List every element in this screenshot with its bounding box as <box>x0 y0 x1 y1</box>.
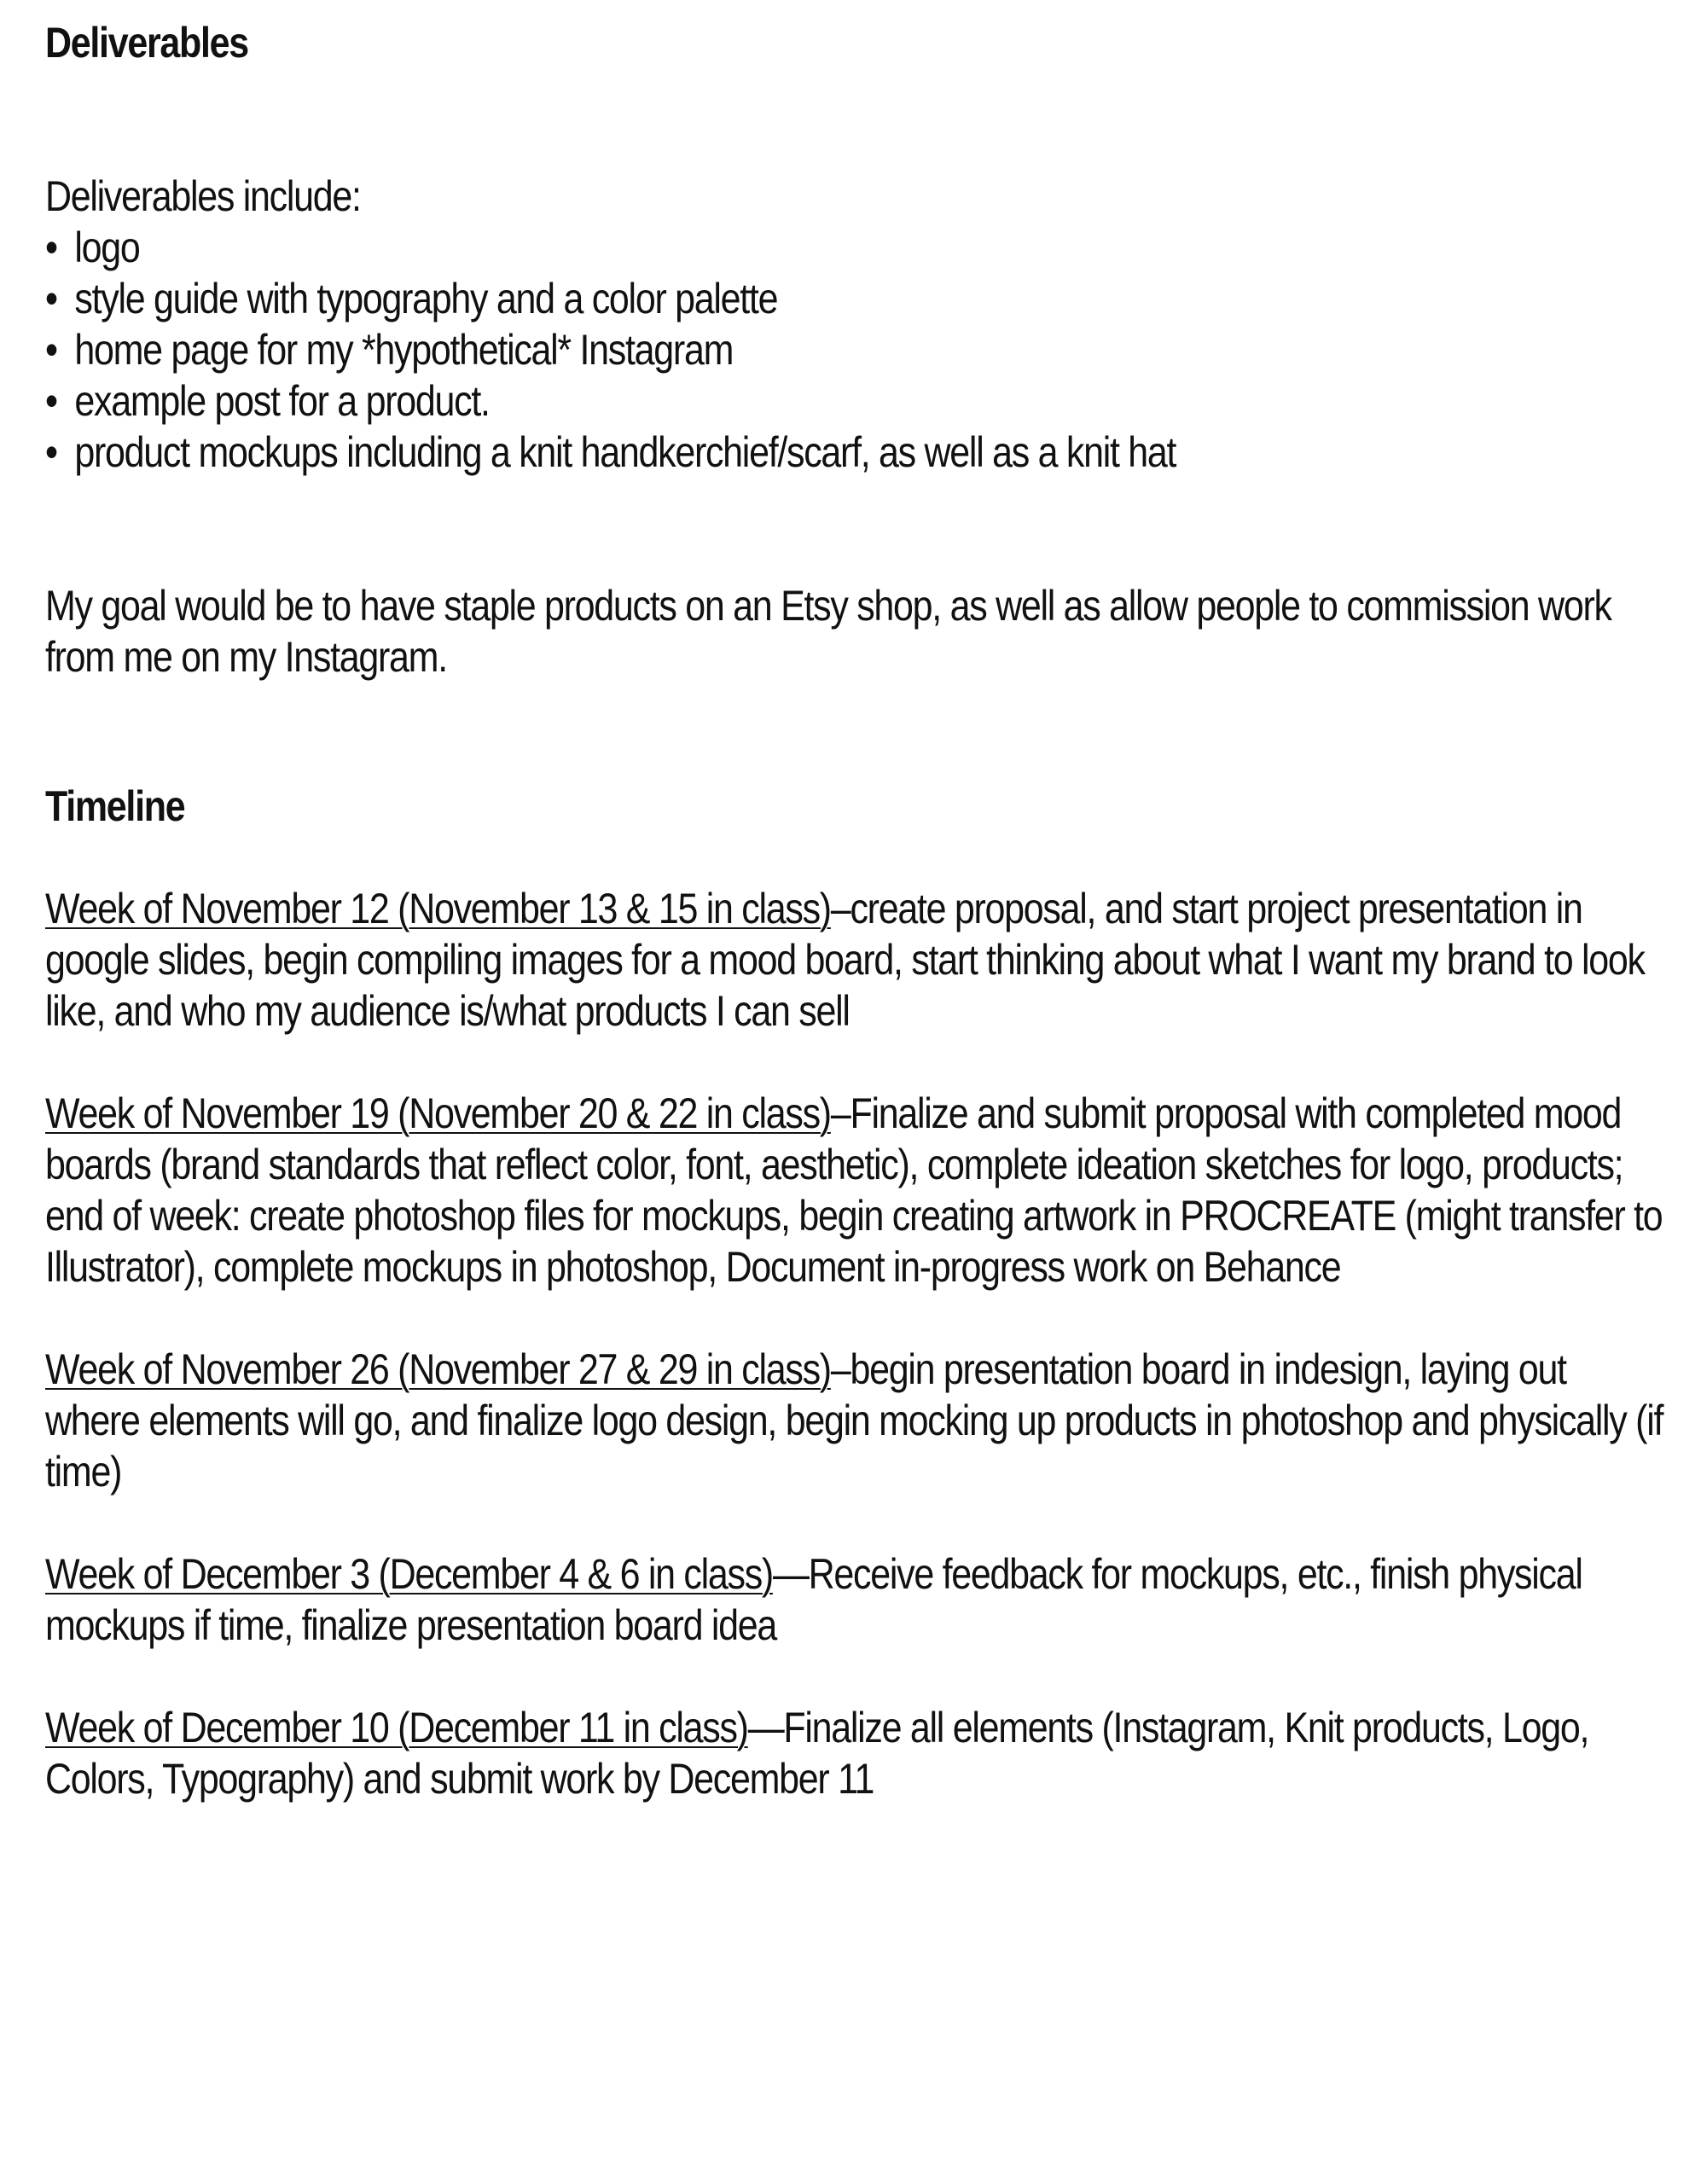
list-item <box>45 273 1667 324</box>
bullet-icon: • <box>45 428 57 476</box>
timeline-entry <box>45 1088 1667 1292</box>
timeline-separator: – <box>830 1345 850 1393</box>
list-item-text: example post for a product. <box>74 377 490 425</box>
goal-paragraph: My goal would be to have staple products on an Etsy shop, as well as allow people to commission work from me on my Instagram. <box>45 582 1611 681</box>
timeline-week-label: Week of December 3 (December 4 & 6 in class) <box>45 1550 773 1598</box>
list-item-text: home page for my *hypothetical* Instagram <box>74 326 734 374</box>
timeline-entry-text: Finalize all elements (Instagram, Knit products, Logo, Colors, Typography) and submit work by December 11 <box>45 1704 1589 1803</box>
bullet-icon: • <box>45 224 57 271</box>
timeline-separator: – <box>830 885 850 932</box>
timeline-entry-text: Finalize and submit proposal with completed mood boards (brand standards that reflect color, font, aesthetic), complete ideation sketches for logo, products; end of week: create photoshop files for mockups, begin creating artwork in PROCREATE (might transfer to Illustrator), complete mockups in photoshop, Document in-progress work on Behance <box>45 1089 1663 1291</box>
deliverables-list <box>45 222 1667 478</box>
timeline-separator: – <box>830 1089 850 1137</box>
timeline-entry <box>45 1344 1667 1497</box>
timeline-separator: — <box>747 1704 784 1751</box>
bullet-icon: • <box>45 326 57 374</box>
timeline-entry-text: Receive feedback for mockups, etc., finish physical mockups if time, finalize presentation board idea <box>45 1550 1582 1649</box>
timeline-heading: Timeline <box>45 782 185 830</box>
timeline-entry <box>45 883 1667 1037</box>
list-item-text: product mockups including a knit handkerchief/scarf, as well as a knit hat <box>74 428 1176 476</box>
list-item <box>45 375 1667 427</box>
list-item <box>45 427 1667 478</box>
timeline-week-label: Week of November 26 (November 27 & 29 in class) <box>45 1345 831 1393</box>
list-item <box>45 222 1667 273</box>
timeline-entry <box>45 1702 1667 1804</box>
timeline-week-label: Week of November 19 (November 20 & 22 in class) <box>45 1089 831 1137</box>
timeline-week-label: Week of December 10 (December 11 in class) <box>45 1704 748 1751</box>
timeline-separator: — <box>772 1550 809 1598</box>
timeline-list <box>45 883 1667 1856</box>
list-item-text: style guide with typography and a color palette <box>74 275 778 322</box>
list-item <box>45 324 1667 375</box>
deliverables-intro: Deliverables include: <box>45 172 361 220</box>
deliverables-heading: Deliverables <box>45 19 248 67</box>
timeline-entry-text: create proposal, and start project presentation in google slides, begin compiling images for a mood board, start thinking about what I want my brand to look like, and who my audience is/what products I can sell <box>45 885 1645 1035</box>
timeline-entry-text: begin presentation board in indesign, laying out where elements will go, and finalize logo design, begin mocking up products in photoshop and physically (if time) <box>45 1345 1663 1496</box>
timeline-entry <box>45 1548 1667 1651</box>
bullet-icon: • <box>45 275 57 322</box>
timeline-week-label: Week of November 12 (November 13 & 15 in class) <box>45 885 831 932</box>
bullet-icon: • <box>45 377 57 425</box>
list-item-text: logo <box>74 224 140 271</box>
